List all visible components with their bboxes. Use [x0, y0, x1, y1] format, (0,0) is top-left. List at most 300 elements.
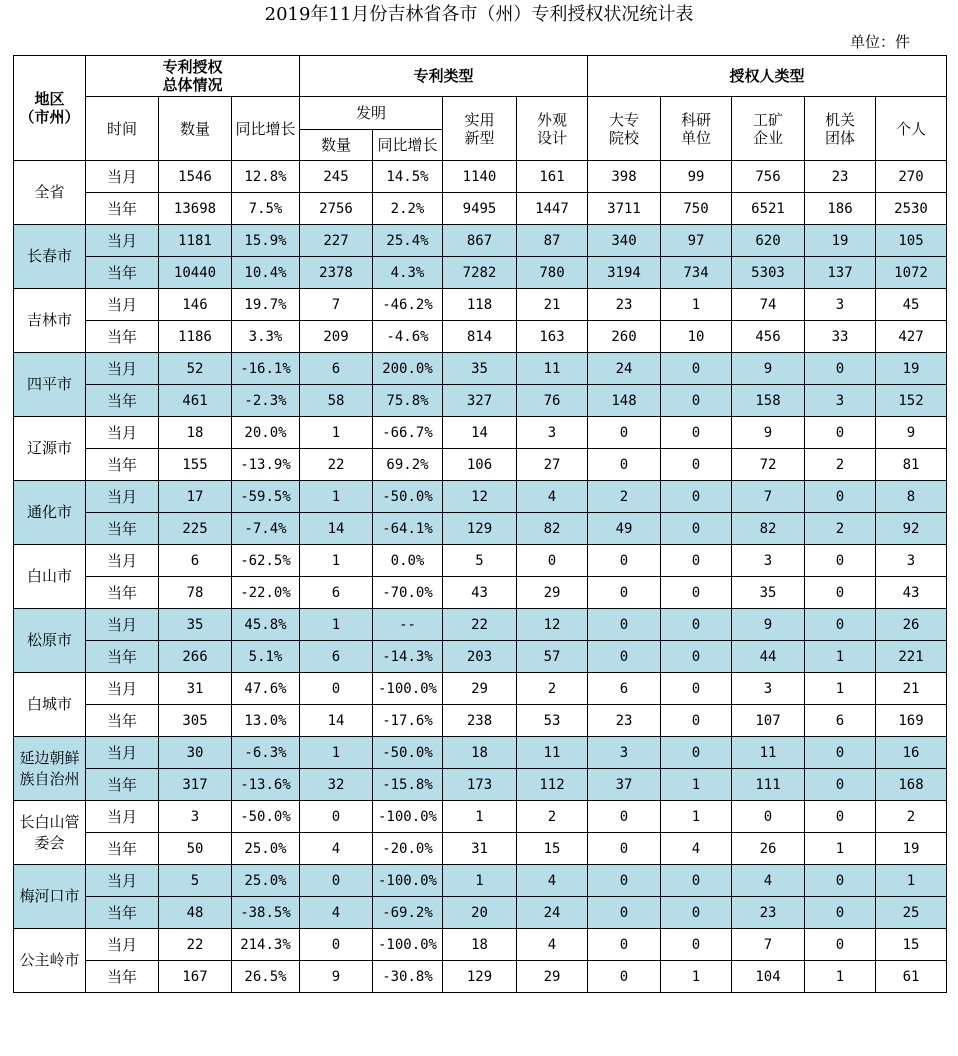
header-org [805, 97, 876, 161]
college-cell: 37 [588, 769, 661, 801]
research-cell: 1 [661, 801, 732, 833]
individual-cell: 427 [876, 321, 947, 353]
count-cell: 31 [159, 673, 232, 705]
table-row [14, 545, 947, 577]
header-industry [732, 97, 805, 161]
table-row [14, 577, 947, 609]
region-name-cell [14, 225, 86, 289]
yoy-cell: 19.7% [232, 289, 300, 321]
individual-cell: 45 [876, 289, 947, 321]
org-cell: 0 [805, 545, 876, 577]
org-cell: 0 [805, 801, 876, 833]
inv-yoy-cell: -100.0% [373, 929, 443, 961]
table-row [14, 897, 947, 929]
header-research-line1: 科研 [680, 110, 711, 129]
header-type-group: 专利类型 [300, 56, 588, 97]
inv-yoy-cell: 75.8% [373, 385, 443, 417]
header-inv-yoy: 同比增长 [373, 130, 443, 161]
design-cell: 4 [517, 929, 588, 961]
research-cell: 0 [661, 641, 732, 673]
research-cell: 0 [661, 577, 732, 609]
industry-cell: 456 [732, 321, 805, 353]
design-cell: 87 [517, 225, 588, 257]
header-utility-line2: 新型 [464, 128, 495, 147]
inv-yoy-cell: -30.8% [373, 961, 443, 993]
design-cell: 2 [517, 801, 588, 833]
count-cell: 50 [159, 833, 232, 865]
org-cell: 0 [805, 609, 876, 641]
individual-cell: 8 [876, 481, 947, 513]
utility-cell: 238 [443, 705, 517, 737]
individual-cell: 3 [876, 545, 947, 577]
count-cell: 1546 [159, 161, 232, 193]
org-cell: 3 [805, 289, 876, 321]
period-cell: 当月 [86, 161, 159, 193]
inv-yoy-cell: 14.5% [373, 161, 443, 193]
table-row [14, 481, 947, 513]
table-row [14, 449, 947, 481]
header-utility [443, 97, 517, 161]
research-cell: 0 [661, 449, 732, 481]
header-org-line1: 机关 [824, 110, 855, 129]
college-cell: 0 [588, 577, 661, 609]
count-cell: 167 [159, 961, 232, 993]
inv-count-cell: 9 [300, 961, 373, 993]
individual-cell: 152 [876, 385, 947, 417]
table-row [14, 513, 947, 545]
industry-cell: 26 [732, 833, 805, 865]
design-cell: 12 [517, 609, 588, 641]
table-row [14, 769, 947, 801]
header-design-line1: 外观 [536, 110, 567, 129]
industry-cell: 11 [732, 737, 805, 769]
research-cell: 0 [661, 353, 732, 385]
individual-cell: 16 [876, 737, 947, 769]
yoy-cell: 5.1% [232, 641, 300, 673]
region-name-cell [14, 353, 86, 417]
period-cell: 当年 [86, 449, 159, 481]
research-cell: 750 [661, 193, 732, 225]
region-name-line: 公主岭市 [19, 951, 80, 969]
college-cell: 0 [588, 545, 661, 577]
header-college-line1: 大专 [608, 110, 639, 129]
research-cell: 1 [661, 961, 732, 993]
yoy-cell: 45.8% [232, 609, 300, 641]
inv-count-cell: 14 [300, 513, 373, 545]
individual-cell: 43 [876, 577, 947, 609]
industry-cell: 6521 [732, 193, 805, 225]
design-cell: 163 [517, 321, 588, 353]
yoy-cell: -7.4% [232, 513, 300, 545]
header-research-line2: 单位 [680, 128, 711, 147]
utility-cell: 1140 [443, 161, 517, 193]
inv-yoy-cell: 2.2% [373, 193, 443, 225]
utility-cell: 867 [443, 225, 517, 257]
count-cell: 5 [159, 865, 232, 897]
inv-yoy-cell: -50.0% [373, 481, 443, 513]
table-row [14, 257, 947, 289]
utility-cell: 1 [443, 865, 517, 897]
region-name-line: 族自治州 [19, 769, 80, 788]
period-cell: 当月 [86, 673, 159, 705]
college-cell: 0 [588, 801, 661, 833]
region-name-cell [14, 545, 86, 609]
region-name-line: 吉林市 [26, 311, 72, 329]
header-industry-line1: 工矿 [752, 110, 783, 129]
design-cell: 21 [517, 289, 588, 321]
header-invention: 发明 [300, 97, 443, 130]
inv-count-cell: 209 [300, 321, 373, 353]
utility-cell: 18 [443, 737, 517, 769]
individual-cell: 26 [876, 609, 947, 641]
design-cell: 29 [517, 961, 588, 993]
region-name-line: 长白山管 [19, 812, 80, 831]
inv-count-cell: 14 [300, 705, 373, 737]
count-cell: 17 [159, 481, 232, 513]
design-cell: 11 [517, 353, 588, 385]
industry-cell: 23 [732, 897, 805, 929]
inv-count-cell: 0 [300, 801, 373, 833]
period-cell: 当月 [86, 865, 159, 897]
count-cell: 52 [159, 353, 232, 385]
college-cell: 0 [588, 417, 661, 449]
yoy-cell: 20.0% [232, 417, 300, 449]
design-cell: 112 [517, 769, 588, 801]
header-holder-group: 授权人类型 [588, 56, 947, 97]
period-cell: 当年 [86, 897, 159, 929]
org-cell: 1 [805, 641, 876, 673]
count-cell: 317 [159, 769, 232, 801]
industry-cell: 35 [732, 577, 805, 609]
region-name-line: 延边朝鲜 [19, 748, 80, 767]
org-cell: 6 [805, 705, 876, 737]
org-cell: 0 [805, 417, 876, 449]
yoy-cell: -50.0% [232, 801, 300, 833]
individual-cell: 169 [876, 705, 947, 737]
region-name-line: 白山市 [26, 567, 72, 585]
college-cell: 398 [588, 161, 661, 193]
inv-count-cell: 0 [300, 929, 373, 961]
org-cell: 3 [805, 385, 876, 417]
inv-count-cell: 1 [300, 737, 373, 769]
period-cell: 当月 [86, 737, 159, 769]
inv-count-cell: 1 [300, 481, 373, 513]
table-row [14, 865, 947, 897]
patent-statistics-table [13, 55, 947, 993]
industry-cell: 82 [732, 513, 805, 545]
period-cell: 当年 [86, 513, 159, 545]
period-cell: 当年 [86, 961, 159, 993]
header-inv-count: 数量 [300, 130, 373, 161]
org-cell: 0 [805, 897, 876, 929]
count-cell: 30 [159, 737, 232, 769]
inv-count-cell: 6 [300, 641, 373, 673]
research-cell: 4 [661, 833, 732, 865]
individual-cell: 81 [876, 449, 947, 481]
industry-cell: 620 [732, 225, 805, 257]
period-cell: 当月 [86, 609, 159, 641]
design-cell: 780 [517, 257, 588, 289]
research-cell: 0 [661, 609, 732, 641]
inv-count-cell: 32 [300, 769, 373, 801]
inv-yoy-cell: -15.8% [373, 769, 443, 801]
design-cell: 161 [517, 161, 588, 193]
industry-cell: 4 [732, 865, 805, 897]
count-cell: 225 [159, 513, 232, 545]
yoy-cell: 214.3% [232, 929, 300, 961]
utility-cell: 12 [443, 481, 517, 513]
college-cell: 6 [588, 673, 661, 705]
industry-cell: 44 [732, 641, 805, 673]
table-row [14, 353, 947, 385]
college-cell: 23 [588, 289, 661, 321]
count-cell: 1181 [159, 225, 232, 257]
org-cell: 186 [805, 193, 876, 225]
inv-yoy-cell: -17.6% [373, 705, 443, 737]
industry-cell: 9 [732, 609, 805, 641]
count-cell: 1186 [159, 321, 232, 353]
header-org-line2: 团体 [824, 128, 855, 147]
industry-cell: 107 [732, 705, 805, 737]
inv-yoy-cell: -100.0% [373, 865, 443, 897]
utility-cell: 22 [443, 609, 517, 641]
individual-cell: 25 [876, 897, 947, 929]
yoy-cell: 25.0% [232, 865, 300, 897]
design-cell: 11 [517, 737, 588, 769]
header-region-line1: 地区 [34, 90, 65, 108]
table-row [14, 225, 947, 257]
college-cell: 49 [588, 513, 661, 545]
utility-cell: 106 [443, 449, 517, 481]
industry-cell: 0 [732, 801, 805, 833]
region-name-cell [14, 929, 86, 993]
individual-cell: 9 [876, 417, 947, 449]
table-row [14, 321, 947, 353]
yoy-cell: -6.3% [232, 737, 300, 769]
inv-yoy-cell: -66.7% [373, 417, 443, 449]
header-total-line1: 专利授权 [162, 58, 223, 76]
individual-cell: 19 [876, 833, 947, 865]
utility-cell: 9495 [443, 193, 517, 225]
table-row [14, 737, 947, 769]
table-row [14, 801, 947, 833]
period-cell: 当月 [86, 801, 159, 833]
table-body [14, 161, 947, 993]
utility-cell: 31 [443, 833, 517, 865]
period-cell: 当年 [86, 641, 159, 673]
industry-cell: 111 [732, 769, 805, 801]
yoy-cell: 47.6% [232, 673, 300, 705]
org-cell: 2 [805, 449, 876, 481]
college-cell: 260 [588, 321, 661, 353]
inv-yoy-cell: -46.2% [373, 289, 443, 321]
org-cell: 33 [805, 321, 876, 353]
inv-count-cell: 2756 [300, 193, 373, 225]
research-cell: 0 [661, 481, 732, 513]
college-cell: 0 [588, 833, 661, 865]
header-time: 时间 [86, 97, 159, 161]
table-row [14, 609, 947, 641]
research-cell: 0 [661, 385, 732, 417]
inv-count-cell: 58 [300, 385, 373, 417]
period-cell: 当月 [86, 417, 159, 449]
individual-cell: 21 [876, 673, 947, 705]
period-cell: 当年 [86, 257, 159, 289]
header-research [661, 97, 732, 161]
research-cell: 99 [661, 161, 732, 193]
college-cell: 3194 [588, 257, 661, 289]
inv-yoy-cell: -70.0% [373, 577, 443, 609]
yoy-cell: -2.3% [232, 385, 300, 417]
count-cell: 155 [159, 449, 232, 481]
count-cell: 48 [159, 897, 232, 929]
individual-cell: 270 [876, 161, 947, 193]
table-row [14, 193, 947, 225]
inv-count-cell: 22 [300, 449, 373, 481]
research-cell: 0 [661, 705, 732, 737]
industry-cell: 7 [732, 929, 805, 961]
yoy-cell: 13.0% [232, 705, 300, 737]
college-cell: 0 [588, 897, 661, 929]
college-cell: 0 [588, 929, 661, 961]
header-industry-line2: 企业 [752, 128, 783, 147]
utility-cell: 814 [443, 321, 517, 353]
design-cell: 53 [517, 705, 588, 737]
region-name-line: 白城市 [26, 695, 72, 713]
table-row [14, 385, 947, 417]
industry-cell: 158 [732, 385, 805, 417]
industry-cell: 72 [732, 449, 805, 481]
region-name-cell [14, 609, 86, 673]
org-cell: 0 [805, 577, 876, 609]
individual-cell: 2530 [876, 193, 947, 225]
college-cell: 23 [588, 705, 661, 737]
design-cell: 29 [517, 577, 588, 609]
utility-cell: 20 [443, 897, 517, 929]
header-college-line2: 院校 [608, 128, 639, 147]
utility-cell: 203 [443, 641, 517, 673]
count-cell: 35 [159, 609, 232, 641]
yoy-cell: -16.1% [232, 353, 300, 385]
region-name-cell [14, 737, 86, 801]
region-name-line: 辽源市 [26, 439, 72, 457]
inv-count-cell: 2378 [300, 257, 373, 289]
inv-count-cell: 6 [300, 577, 373, 609]
count-cell: 305 [159, 705, 232, 737]
utility-cell: 35 [443, 353, 517, 385]
period-cell: 当年 [86, 577, 159, 609]
count-cell: 22 [159, 929, 232, 961]
region-name-cell [14, 481, 86, 545]
table-row [14, 161, 947, 193]
design-cell: 76 [517, 385, 588, 417]
college-cell: 148 [588, 385, 661, 417]
count-cell: 461 [159, 385, 232, 417]
yoy-cell: -13.6% [232, 769, 300, 801]
design-cell: 27 [517, 449, 588, 481]
utility-cell: 7282 [443, 257, 517, 289]
period-cell: 当月 [86, 225, 159, 257]
header-design-line2: 设计 [536, 128, 567, 147]
inv-yoy-cell: 69.2% [373, 449, 443, 481]
research-cell: 10 [661, 321, 732, 353]
org-cell: 1 [805, 961, 876, 993]
individual-cell: 168 [876, 769, 947, 801]
utility-cell: 129 [443, 513, 517, 545]
design-cell: 24 [517, 897, 588, 929]
period-cell: 当月 [86, 929, 159, 961]
research-cell: 0 [661, 545, 732, 577]
inv-count-cell: 1 [300, 609, 373, 641]
period-cell: 当月 [86, 481, 159, 513]
count-cell: 6 [159, 545, 232, 577]
count-cell: 10440 [159, 257, 232, 289]
inv-count-cell: 7 [300, 289, 373, 321]
header-utility-line1: 实用 [464, 110, 495, 129]
design-cell: 4 [517, 481, 588, 513]
region-name-cell [14, 289, 86, 353]
yoy-cell: -59.5% [232, 481, 300, 513]
count-cell: 13698 [159, 193, 232, 225]
design-cell: 4 [517, 865, 588, 897]
header-region-line2: （市州） [19, 108, 80, 126]
design-cell: 2 [517, 673, 588, 705]
inv-yoy-cell: -- [373, 609, 443, 641]
industry-cell: 74 [732, 289, 805, 321]
inv-yoy-cell: -20.0% [373, 833, 443, 865]
region-name-line: 通化市 [26, 503, 72, 521]
design-cell: 3 [517, 417, 588, 449]
utility-cell: 173 [443, 769, 517, 801]
yoy-cell: 25.0% [232, 833, 300, 865]
inv-count-cell: 0 [300, 865, 373, 897]
unit-label: 单位：件 [849, 33, 910, 51]
org-cell: 23 [805, 161, 876, 193]
individual-cell: 221 [876, 641, 947, 673]
region-name-line: 梅河口市 [19, 887, 80, 905]
org-cell: 19 [805, 225, 876, 257]
period-cell: 当年 [86, 385, 159, 417]
yoy-cell: 12.8% [232, 161, 300, 193]
inv-yoy-cell: -100.0% [373, 801, 443, 833]
college-cell: 0 [588, 641, 661, 673]
header-yoy: 同比增长 [232, 97, 300, 161]
region-name-line: 四平市 [26, 375, 72, 393]
org-cell: 137 [805, 257, 876, 289]
yoy-cell: 26.5% [232, 961, 300, 993]
header-college [588, 97, 661, 161]
yoy-cell: -62.5% [232, 545, 300, 577]
industry-cell: 756 [732, 161, 805, 193]
page-title: 2019年11月份吉林省各市（州）专利授权状况统计表 [264, 4, 694, 25]
research-cell: 0 [661, 417, 732, 449]
org-cell: 0 [805, 481, 876, 513]
industry-cell: 3 [732, 673, 805, 705]
period-cell: 当年 [86, 193, 159, 225]
research-cell: 0 [661, 929, 732, 961]
region-name-line: 松原市 [26, 631, 72, 649]
utility-cell: 5 [443, 545, 517, 577]
org-cell: 0 [805, 737, 876, 769]
period-cell: 当年 [86, 705, 159, 737]
region-name-cell [14, 417, 86, 481]
college-cell: 24 [588, 353, 661, 385]
college-cell: 3 [588, 737, 661, 769]
inv-count-cell: 245 [300, 161, 373, 193]
table-row [14, 705, 947, 737]
count-cell: 3 [159, 801, 232, 833]
inv-yoy-cell: 0.0% [373, 545, 443, 577]
